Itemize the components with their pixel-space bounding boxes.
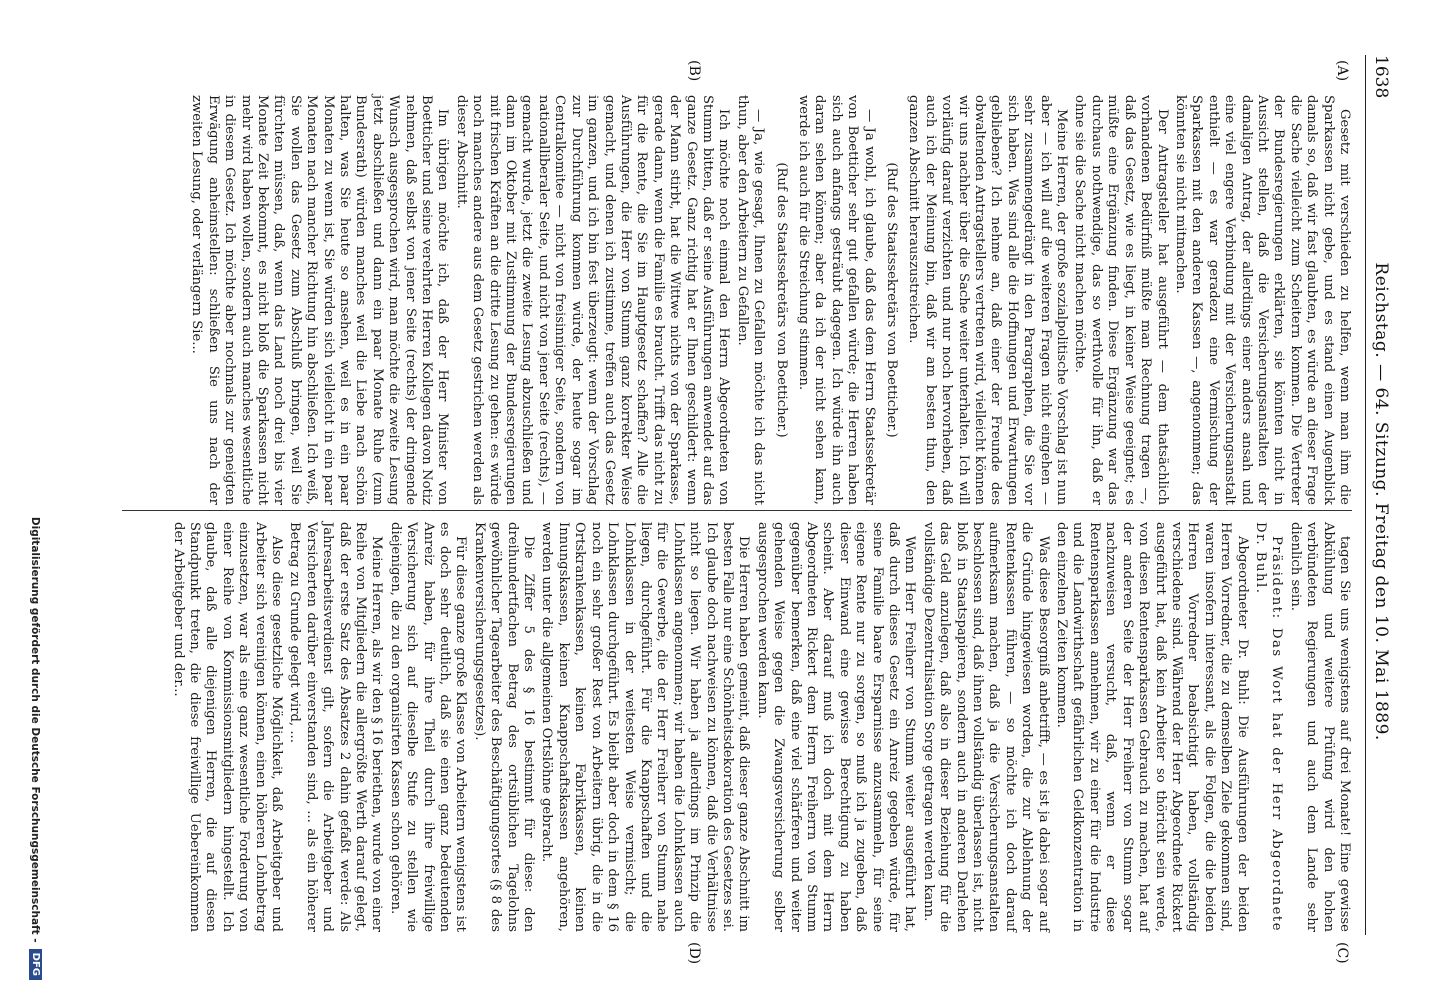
paragraph: Die Herren haben gemeint, daß dieser ganze Abschnitt im besten Falle nur eine Schönheitsdekoration des Gesetzes sei. Ich glaube doch nachweisen zu können, daß die Verhältnisse nicht so liegen. Wir haben ja allerdings im Prinzip die Lohnklassen angenommen; wir haben die Lohnklassen auch für die Gewerbe, die der Herr Freiherr von Stumm nahe liegen, durchgeführt. Für die Knappschaften und die Lohnklassen in der weitesten Weise vermischt; die Lohnklassen durchgeführt. Es bleibt aber doch in dem § 16 noch ein sehr großer Rest von Arbeitern übrig, die in die Ortskrankenkassen, keinen Fabrikkassen, keinen Innungskassen, keinen Knappschaftskassen angehören, werden unter die allgemeinen Ortslöhne gebracht.	[539, 522, 752, 932]
digitization-credit	[29, 480, 42, 980]
margin-letter-b: (B)	[686, 60, 702, 82]
paragraph: Meine Herren, als wir den § 16 beriethen, wurde von einer Reihe von Mitgliedern die allergrößte Werth darauf gelegt, daß der erste Satz des Absatzes 2 dahin gefaßt werde: Als Jahresarbeitsverdienst gilt, sofern die Arbeitgeber und Versicherten darüber einverstanden sind, ... als ein höherer Betrag zu Grunde gelegt wird, ...	[287, 522, 385, 932]
margin-letter-a: (A)	[1334, 60, 1350, 82]
paragraph: tagen Sie uns wenigstens auf drei Monate! Eine gewisse Abkühlung und weitere Prüfung wird den hohen verbündeten Regierungen und auch dem Lande sehr dienlich sein.	[1287, 522, 1352, 932]
page-title: Reichstag. — 64. Sitzung. Freitag den 10. Mai 1889.	[1371, 262, 1391, 741]
left-column	[186, 95, 1352, 505]
right-column	[167, 522, 1352, 932]
paragraph: Gesetz mit verschieden zu helfen, wenn man ihm die Sparkassen nicht gebe, und es stand einen Augenblick damals so, daß wir fast glaubten, es würde an dieser Frage die Sache vielleicht zum Scheitern kommen. Die Vertreter der Bundesregierungen erklärten, sie könnten nicht in Aussicht stellen, daß die Versicherungsanstalten der damaligen Antrag, der allerdings einer anders ansah und eine viel engere Verbindung mit der Versicherungsanstalt enthielt — es war geradezu eine Vermischung der Sparkassen mit den anderen Kassen —, angenommen; das könnten sie nicht mitmachen.	[1172, 95, 1352, 505]
credit-text: Digitalisierung gefördert durch die Deutsche Forschungsgemeinschaft -	[29, 516, 42, 943]
paragraph: Also diese gesetzliche Möglichkeit, daß Arbeitgeber und Arbeiter sich vereinigen können, einen höheren Lohnbetrag einzusetzen, war als eine ganz wesentliche Forderung von einer Reihe von Kommissionsmitgliedern hingestellt. Ich glaube, daß alle diejenigen Herren, die auf diesen Standpunkt treten, die diese freiwillige Uebereinkommen der Arbeitgeber und der...	[170, 522, 284, 932]
paragraph: Meine Herren, der große sozialpolitische Vorschlag ist nun aber — ich will auf die weiteren Fragen nicht eingehen — sehr zusammengedrängt in den Paragraphen, die Sie vor sich haben. Was sind alle die Hoffnungen und Erwartungen gebliebene? Ich nehme an, daß einer der Freunde des obwaltenden Antragstellers vertreten wird, vielleicht können wir uns nachher über die Sache weiter unterhalten. Ich will vorläufig darauf verzichten und nur noch hervorheben, daß auch ich der Meinung bin, daß wir am besten thun, den ganzen Abschnitt herauszustreichen.	[906, 95, 1070, 505]
speaker-paragraph: Präsident: Das Wort hat der Herr Abgeordnete Dr. Buhl.	[1252, 522, 1285, 932]
paragraph: — Ja wohl, ich glaube, daß das dem Herrn Staatssekretär von Boetticher sehr gut gefallen würde; die Herren haben sich auch anfangs gesträubt dagegen. Ich würde ihn auch daran sehen können; aber da ich der nicht sehen kann, werde ich auch für die Streichung stimmen.	[796, 95, 877, 505]
paragraph: Wenn Herr Freiherr von Stumm weiter ausgeführt hat, daß durch dieses Gesetz ein Anreiz gegeben würde, für seine Familie baare Ersparnisse anzusammeln, für seine eigene Rente nur zu sorgen, so muß ich ja zugeben, daß dieser Einwand eine gewisse Berechtigung zu haben scheint. Aber darauf muß ich doch mit dem Herrn Abgeordneten Rickert dem Herrn Freiherrn von Stumm gegenüber bemerken, daß eine viel schärferen und weiter gehenden Weise gegen die Zwangsversicherung selber ausgesprochen werden kann.	[754, 522, 918, 932]
page-number: 1638	[1371, 55, 1391, 99]
paragraph: Für diese ganze große Klasse von Arbeitern wenigstens ist es doch sehr deutlich, daß sie einen ganz bedeutenden Anreiz haben, für ihre Theil durch ihre freiwillige Versicherung sich auf dieselbe Stufe zu stellen wie diejenigen, die zu den organisirten Kassen schon gehören.	[387, 522, 469, 932]
paragraph: Im übrigen möchte ich, daß der Herr Minister von Boetticher und seine verehrten Herren Kollegen davon Notiz nehmen, daß selbst von jener Seite (rechts) der dringende Wunsch ausgesprochen wird, man möchte die zweite Lesung jetzt abschließen und dann ein paar Monate Ruhe (zum Bundesrath) würden manches weil die Liebe nach schön halten, was Sie heute so ansehen, weil es in ein paar Monaten zu wenn ist, Sie würden sich vielleicht in ein paar Monaten nach mancher Richtung hin abschließen. Ich weiß, Sie wollen das Gesetz zum Abschluß bringen, weil Sie fürchten müssen, daß, wenn das Land noch drei bis vier Monate Zeit bekommt, es nicht bloß die Sparkassen nicht mehr wird haben wollen, sondern auch manches wesentliche in diesem Gesetz. Ich möchte aber nochmals zur geneigten Erwägung anheimstellen: schließen Sie uns nach der zweiten Lesung, oder verlängern Sie...	[189, 95, 451, 505]
dfg-logo: DFG	[29, 949, 42, 980]
margin-letter-c: (C)	[1334, 942, 1350, 964]
paragraph: — Ja, wie gesagt, Ihnen zu Gefallen möchte ich das nicht thun, aber den Arbeitern zu Gefallen.	[734, 95, 767, 505]
page-header	[1365, 55, 1396, 935]
margin-letter-d: (D)	[686, 942, 702, 965]
paragraph: Ich möchte noch einmal den Herrn Abgeordneten von Stumm bitten, daß er seine Ausführungen anwendet auf das ganze Gesetz. Ganz richtig hat er Ihnen geschildert: wenn der Mann stirbt, hat die Wittwe nichts von der Sparkasse, gerade dann, wenn die Familie es braucht. Trifft das nicht zu für die Rente, die Sie im Hauptgesetz schaffen? Alle die Ausführungen, die Herr von Stumm ganz korrekter Weise gemacht, und denen ich zustimme, treffen auch das Gesetz im ganzen, und ich bin fest überzeugt: wenn der Vorschlag zur Durchführung kommen würde, der heute sogar im Centralkomitee — nicht von freisinniger Seite, sondern von nationalliberaler Seite, und nicht von jener Seite (rechts), — gemacht wurde, jetzt die zweite Lesung abzuschließen und dann im Oktober mit Zustimmung der Bundesregierungen mit frischen Kräften an die dritte Lesung zu gehen: es würde noch manches andere aus dem Gesetz gestrichen werden als dieser Abschnitt.	[453, 95, 732, 505]
paragraph: Was diese Besorgniß anbetrifft, — es ist ja dabei sogar auf die Gründe hingewiesen worden, die zur Ablehnung der Rentenkassen führen, — so möchte ich doch darauf aufmerksam machen, daß ja die Versicherungsanstalten beschlossen sind, daß ihnen vollständig überlassen ist, nicht bloß in Staatspapieren, sondern auch in anderen Darlehen das Geld anzulegen, daß also in dieser Beziehung für die vollständige Dezentralisation Sorge getragen werden kann.	[920, 522, 1051, 932]
interjection: (Ruf des Staatssekretärs von Boetticher.)	[773, 162, 789, 438]
paragraph: Der Antragsteller hat ausgeführt — dem thatsächlich vorhandenen Bedürfniß müßte man Rechnung tragen —, daß das Gesetz, wie es liegt, in keiner Weise geeignet; es müßte eine Ergänzung finden. Diese Ergänzung war das durchaus nothwendige, das so werthvolle für ihn, daß er ohne sie die Sache nicht machen möchte.	[1072, 95, 1170, 505]
paragraph: Die Ziffer 5 des § 16 bestimmt für diese: den dreihundertfachen Betrag des ortsüblichen Tagelohns gewöhnlicher Tagearbeiter des Beschäftigungsortes (§ 8 des Krankenversicherungsgesetzes).	[471, 522, 537, 932]
column-divider	[122, 510, 1352, 511]
paragraph: Abgeordneter Dr. Buhl: Die Ausführungen der beiden Herren Vorredner, die zu demselben Ziele gekommen sind, waren insofern interessant, als die Folgen, die die beiden Herren Vorredner beabsichtigt haben, vollständig verschiedene sind. Während der Herr Abgeordnete Rickert ausgeführt hat, daß kein Arbeiter so thöricht sein werde, von diesen Rentensparkassen Gebrauch zu machen, hat auf der anderen Seite der Herr Freiherr von Stumm sogar nachzuweisen versucht, daß, wenn er diese Rentensparkassen annehmen, wir zu einer für die Industrie und die Landwirthschaft gefährlichen Geldkonzentration in den einzelnen Zeiten kommen.	[1054, 522, 1250, 932]
interjection: (Ruf des Staatssekretärs von Boetticher.)	[884, 162, 900, 438]
